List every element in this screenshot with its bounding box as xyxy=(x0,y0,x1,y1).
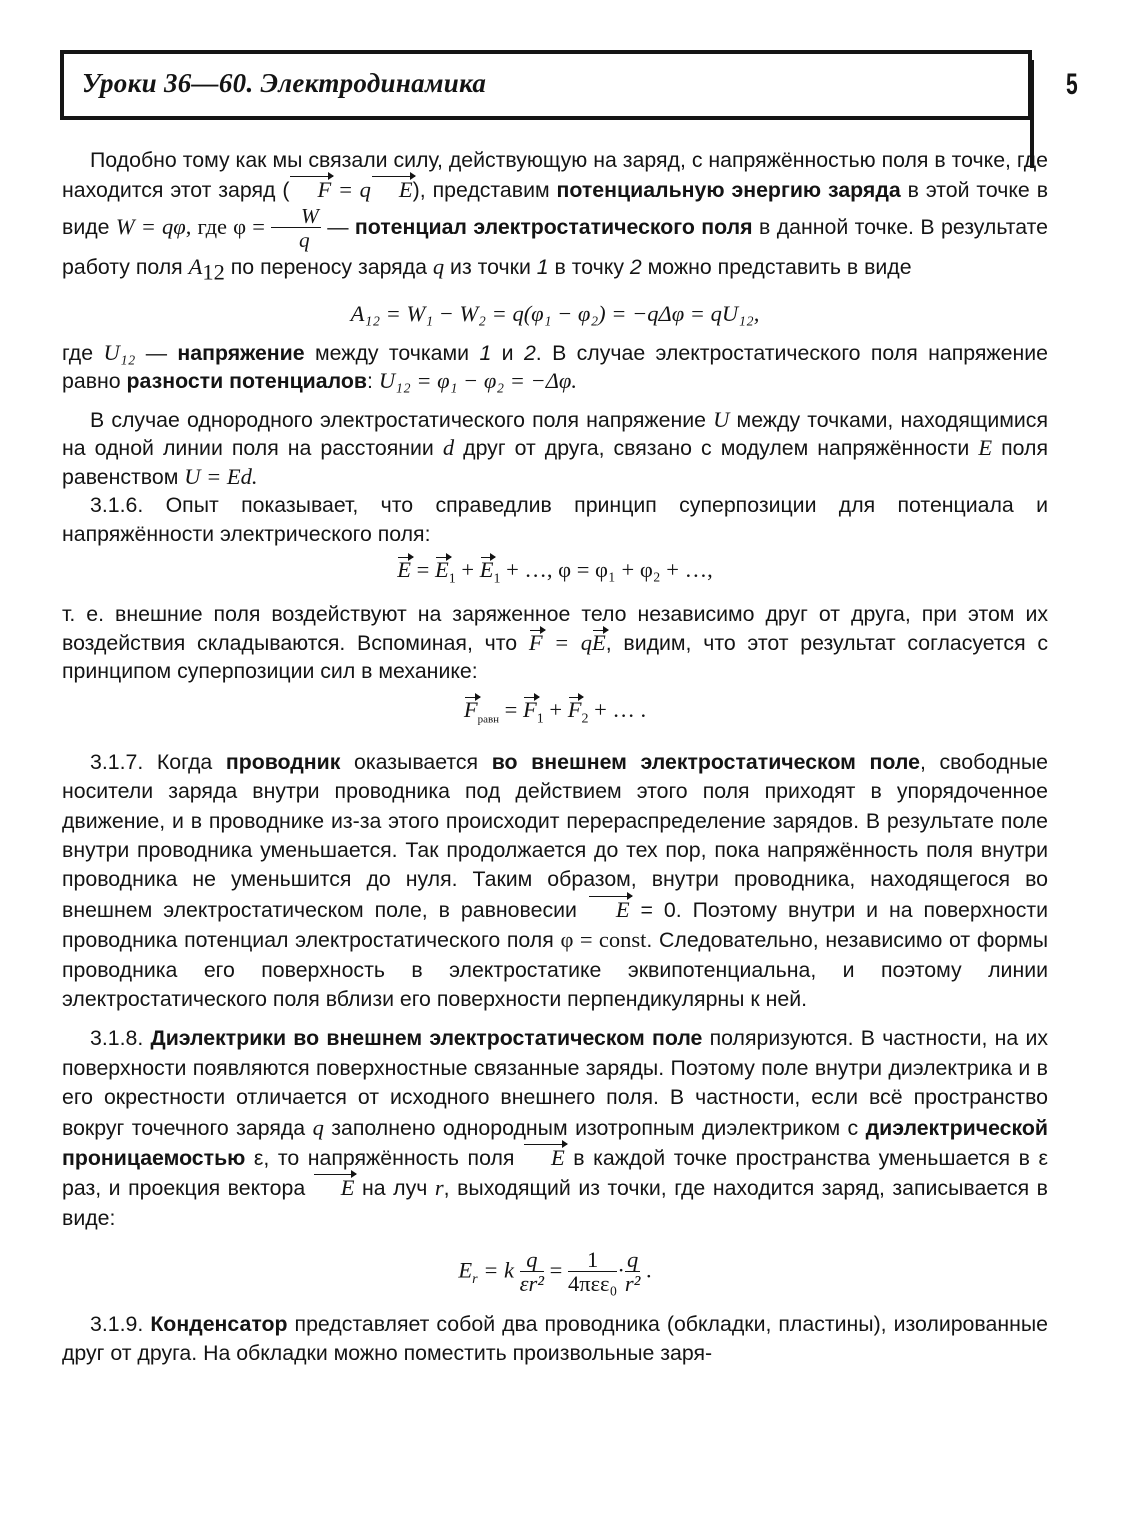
fraction-numerator: 1 xyxy=(568,1249,617,1272)
term-capacitor: Конденсатор xyxy=(150,1312,288,1337)
fraction-denominator: εr² xyxy=(519,1271,545,1297)
text: друг от друга, связано с модулем напряжённости xyxy=(454,436,979,461)
fraction-denominator: 4πεε₀ xyxy=(567,1271,618,1297)
vector-f: F xyxy=(529,629,543,658)
text: = 0. Поэтому внутри и на поверхности проводника потенциал электростатического поля xyxy=(62,897,1048,953)
math: W = qφ xyxy=(115,214,186,240)
math: U₁₂ = φ₁ − φ₂ = −Δφ. xyxy=(378,368,578,394)
vector-e2: E xyxy=(480,556,494,585)
math: r xyxy=(434,1175,444,1201)
text: , свободные носители заряда внутри проводника под действием этого поля приходят в упорядоченное движение, и в проводнике из-за этого происходит перераспределение зарядов. В результате поле внутри проводника уменьшается. Так продолжается до тех пор, пока напряжённость поля внутри проводника не уменьшится до нуля. Таким образом, внутри проводника, находящегося во внешнем электростатическом поле, в равновесии xyxy=(62,749,1048,922)
formula-rest: + … . xyxy=(588,696,647,722)
force-formula xyxy=(289,177,412,202)
text: · xyxy=(617,1257,625,1283)
math: q xyxy=(432,254,445,279)
subscript: r xyxy=(472,1272,478,1288)
paragraph-3-1-7 xyxy=(62,748,1048,1015)
fraction xyxy=(625,1249,641,1296)
math: E xyxy=(978,435,993,461)
text: 2 xyxy=(629,255,642,279)
vector-e: E xyxy=(397,556,411,585)
vector-e: E xyxy=(588,895,630,924)
text: , выходящий из точки, где находится заряд, записывается в виде: xyxy=(62,1176,1048,1230)
text: = k xyxy=(477,1257,515,1283)
fraction xyxy=(568,1249,617,1296)
text: на луч xyxy=(354,1176,435,1201)
term-external-field: во внешнем электростатическом поле xyxy=(491,749,920,774)
subscript: 1 xyxy=(493,571,501,587)
text: 3.1.7. Когда xyxy=(90,749,226,774)
text: , видим, что этот результат согласуется с принципом суперпозиции сил в механике: xyxy=(62,630,1049,684)
page-content xyxy=(62,146,1048,1367)
math: U₁₂ xyxy=(103,339,136,365)
vector-f: F xyxy=(289,175,331,204)
text: представляет собой два проводника (обкладки, пластины), изолированные друг от друга. На обкладки можно поместить произвольные заря- xyxy=(62,1312,1048,1365)
text: . xyxy=(640,1257,652,1283)
text: в каждой точке пространства уменьшается в ε раз, и проекция вектора xyxy=(62,1146,1048,1201)
paragraph-uniform-field xyxy=(62,406,1048,492)
math: d xyxy=(442,435,455,461)
fraction-denominator: r² xyxy=(624,1271,641,1297)
text: — xyxy=(320,215,355,240)
text: оказывается xyxy=(340,749,492,774)
paragraph-voltage xyxy=(62,339,1048,396)
term-dielectrics: Диэлектрики во внешнем электростатическом поле xyxy=(150,1026,703,1051)
math: U xyxy=(713,406,730,432)
term-permittivity: диэлектрической проницаемостью xyxy=(62,1115,1049,1171)
formula-superposition-field: $E = E_1 + E_1$ + …, φ = φ₁ + φ₂ + …, xyxy=(397,557,713,587)
vector-e: E xyxy=(523,1143,565,1172)
math: A xyxy=(188,254,203,279)
vector-e1: E xyxy=(435,556,449,585)
fraction-numerator: q xyxy=(625,1249,641,1272)
text: : xyxy=(366,369,379,394)
text: 3.1.6. Опыт показывает, что справедлив принцип суперпозиции для потенциала и напряжённости электрического поля: xyxy=(62,493,1048,546)
term-potential-energy: потенциальную энергию заряда xyxy=(556,178,901,202)
text: . В случае электростатического поля напряжение равно xyxy=(62,340,1048,394)
fraction-numerator: W xyxy=(271,205,321,228)
vector-e: E xyxy=(592,629,606,658)
formula-field-dielectric xyxy=(62,1249,1048,1296)
subscript: 1 xyxy=(536,711,544,727)
paragraph-superposition-explain xyxy=(62,600,1048,686)
text: В случае однородного электростатического поля напряжение xyxy=(90,407,714,432)
text: 3.1.8. xyxy=(90,1026,151,1051)
header-box xyxy=(60,50,1032,120)
subscript: 1 xyxy=(448,571,456,587)
text: ε, то напряжённость поля xyxy=(245,1146,523,1171)
text: в этой точке в виде xyxy=(62,178,1049,240)
math: q xyxy=(312,1114,324,1140)
term-voltage: напряжение xyxy=(177,340,305,365)
subscript: равн xyxy=(477,713,500,726)
text: из точки xyxy=(444,255,537,279)
vector-f-net: F xyxy=(464,696,478,725)
term-potential: потенциал электростатического поля xyxy=(354,215,753,240)
math: U = Ed. xyxy=(184,463,258,489)
text: 2 xyxy=(523,340,536,365)
subscript: 2 xyxy=(581,711,589,727)
text: по переносу заряда xyxy=(224,255,433,279)
text: 1 xyxy=(536,255,549,279)
text: = q xyxy=(542,629,592,655)
text: между точками xyxy=(304,340,480,365)
text: в точку xyxy=(548,255,630,279)
text: т. е. внешние поля воздействуют на заряженное тело независимо друг от друга, при этом их воздействия складываются. Вспоминая, что xyxy=(62,602,1048,655)
text: , где φ = xyxy=(185,214,272,240)
fraction-numerator: q xyxy=(520,1249,544,1272)
vector-f1: F xyxy=(523,696,537,725)
text: в данной точке. В результате работу поля xyxy=(62,215,1049,279)
text: = xyxy=(544,1257,568,1283)
formula-work: A₁₂ = W₁ − W₂ = q(φ₁ − φ₂) = −qΔφ = qU₁₂, xyxy=(350,301,760,327)
vector-e: E xyxy=(371,175,413,204)
fraction-w-over-q xyxy=(271,205,321,252)
term-conductor: проводник xyxy=(225,749,341,774)
fraction xyxy=(520,1249,544,1296)
page-header-title: Уроки 36—60. Электродинамика xyxy=(82,68,487,98)
paragraph-3-1-8 xyxy=(62,1024,1048,1233)
formula-rest: + …, φ = φ₁ + φ₂ + …, xyxy=(500,557,713,583)
text: = q xyxy=(331,177,371,202)
text: . Следовательно, независимо от формы проводника его поверхность в электростатике эквипотенциальна, и поэтому линии электростатического поля вблизи его поверхности перпендикулярны к ней. xyxy=(62,928,1049,1011)
fraction-denominator: q xyxy=(299,228,310,252)
math: E xyxy=(458,1257,473,1283)
text: поля равенством xyxy=(62,436,1048,489)
text: заполнено однородным изотропным диэлектриком с xyxy=(323,1115,866,1140)
text: можно представить в виде xyxy=(641,255,912,279)
vector-f2: F xyxy=(568,696,582,725)
text: 3.1.9. xyxy=(90,1312,151,1337)
text: поляризуются. В частности, на их поверхности появляются поверхностные связанные заряды. Поэтому поле внутри диэлектрика и в его окрестности отличается от исходного внешнего поля. В частности, если всё пространство вокруг точечного заряда xyxy=(62,1026,1048,1140)
paragraph-3-1-6 xyxy=(62,491,1048,548)
text: ), представим xyxy=(412,178,557,202)
text: между точками, находящимися на одной линии поля на расстоянии xyxy=(62,407,1048,461)
paragraph-potential-energy xyxy=(62,146,1048,286)
term-potential-difference: разности потенциалов xyxy=(126,369,367,394)
text: — xyxy=(135,340,178,365)
page-number: 5 xyxy=(1066,68,1078,101)
text: Подобно тому как мы связали силу, действующую на заряд, с напряжённостью поля в точке, где находится этот заряд ( xyxy=(62,148,1048,202)
subscript: 12 xyxy=(202,259,225,285)
text: и xyxy=(491,340,524,365)
text: 1 xyxy=(479,340,492,365)
vector-e: E xyxy=(313,1173,355,1202)
formula-superposition-forces: $F_{равн} = F_1 + F_2$ + … . xyxy=(463,696,647,727)
paragraph-3-1-9 xyxy=(62,1310,1048,1367)
text: где xyxy=(62,340,104,365)
math: φ = const xyxy=(560,927,647,953)
